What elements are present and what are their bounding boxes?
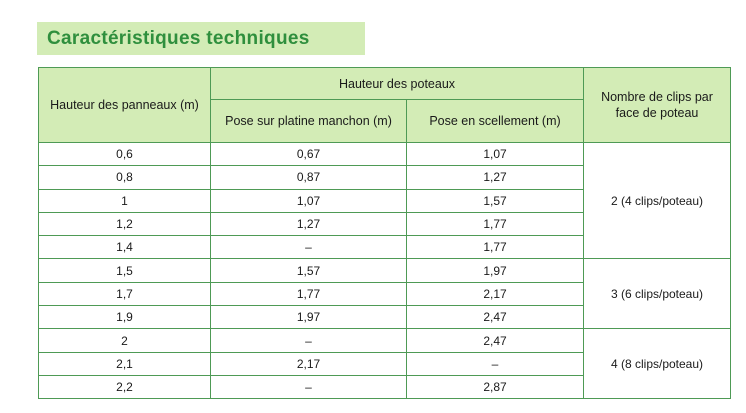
cell-panel-height: 1,7 [39, 282, 211, 305]
cell-platine: 0,87 [211, 166, 407, 189]
table-row [39, 329, 731, 352]
cell-panel-height: 1,5 [39, 259, 211, 282]
cell-scellement: 2,87 [407, 375, 584, 398]
cell-scellement: 1,27 [407, 166, 584, 189]
cell-panel-height: 1,9 [39, 306, 211, 329]
cell-scellement: 2,17 [407, 282, 584, 305]
cell-panel-height: 1,4 [39, 236, 211, 259]
cell-scellement: 1,97 [407, 259, 584, 282]
cell-platine: – [211, 236, 407, 259]
cell-panel-height: 0,8 [39, 166, 211, 189]
cell-panel-height: 1 [39, 189, 211, 212]
header-clips-count: Nombre de clips par face de poteau [584, 68, 731, 143]
cell-scellement: 1,77 [407, 212, 584, 235]
cell-platine: – [211, 375, 407, 398]
cell-platine: 2,17 [211, 352, 407, 375]
cell-platine: 0,67 [211, 143, 407, 166]
cell-scellement: – [407, 352, 584, 375]
cell-panel-height: 2,2 [39, 375, 211, 398]
cell-scellement: 2,47 [407, 329, 584, 352]
cell-platine: 1,07 [211, 189, 407, 212]
cell-scellement: 1,77 [407, 236, 584, 259]
cell-clips-count: 3 (6 clips/poteau) [584, 259, 731, 329]
cell-clips-count: 2 (4 clips/poteau) [584, 143, 731, 259]
cell-platine: – [211, 329, 407, 352]
cell-panel-height: 1,2 [39, 212, 211, 235]
cell-platine: 1,97 [211, 306, 407, 329]
cell-scellement: 1,57 [407, 189, 584, 212]
header-panel-height: Hauteur des panneaux (m) [39, 68, 211, 143]
cell-panel-height: 2 [39, 329, 211, 352]
cell-panel-height: 0,6 [39, 143, 211, 166]
cell-clips-count: 4 (8 clips/poteau) [584, 329, 731, 399]
cell-platine: 1,27 [211, 212, 407, 235]
cell-panel-height: 2,1 [39, 352, 211, 375]
table-body [39, 143, 731, 399]
section-title: Caractéristiques techniques [37, 22, 365, 55]
cell-scellement: 1,07 [407, 143, 584, 166]
cell-platine: 1,77 [211, 282, 407, 305]
table-header [39, 68, 731, 143]
cell-scellement: 2,47 [407, 306, 584, 329]
table-row [39, 259, 731, 282]
header-post-height-group: Hauteur des poteaux [211, 68, 584, 100]
header-platine: Pose sur platine manchon (m) [211, 100, 407, 143]
specs-table [38, 67, 731, 399]
table-row [39, 143, 731, 166]
header-scellement: Pose en scellement (m) [407, 100, 584, 143]
cell-platine: 1,57 [211, 259, 407, 282]
